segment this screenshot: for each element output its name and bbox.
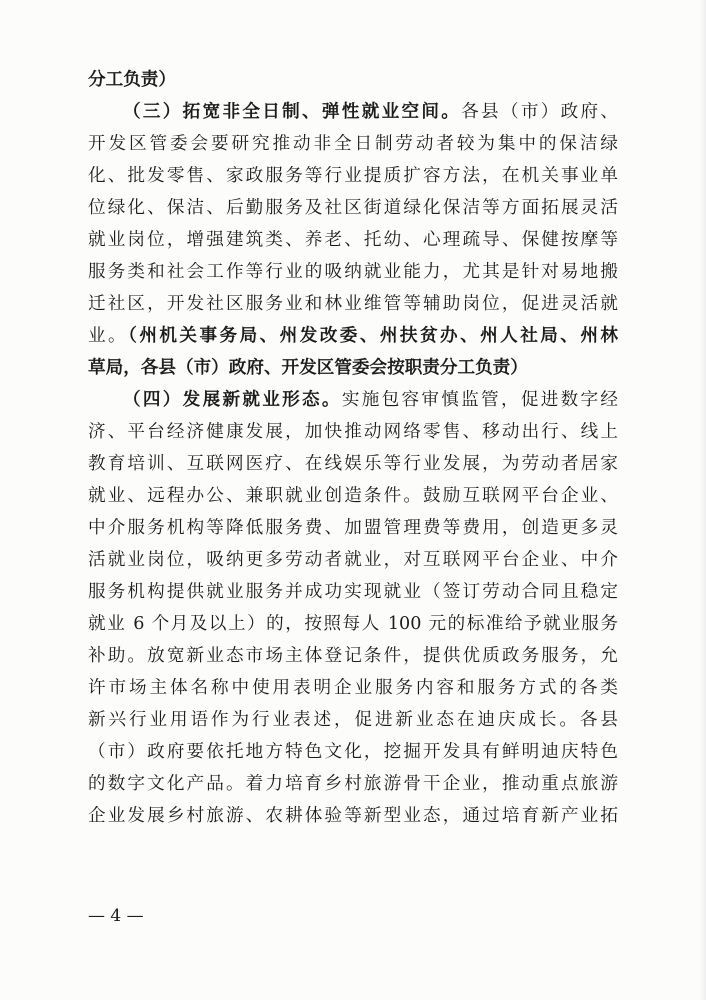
text-line: [88, 704, 618, 736]
text-line: [88, 608, 618, 640]
body-text: 的数字文化产品。着力培育乡村旅游骨干企业，推动重点旅游: [88, 774, 618, 794]
body-text: 开发区管委会要研究推动非全日制劳动者较为集中的保洁绿: [88, 134, 618, 154]
body-text: 企业发展乡村旅游、农耕体验等新型业态，通过培育新产业拓: [88, 806, 618, 826]
body-text: 实施包容审慎监管，促进数字经: [341, 390, 618, 410]
body-text: 各县（市）政府、: [461, 102, 618, 122]
text-line: [88, 416, 618, 448]
text-line: [88, 224, 618, 256]
document-body: [88, 64, 618, 832]
body-text: 迁社区，开发社区服务业和林业维管等辅助岗位，促进灵活就: [88, 294, 618, 314]
body-text: 化、批发零售、家政服务等行业提质扩容方法，在机关事业单: [88, 166, 618, 186]
text-line: [88, 544, 618, 576]
page-number: — 4 —: [88, 906, 144, 926]
body-text: 位绿化、保洁、后勤服务及社区街道绿化保洁等方面拓展灵活: [88, 198, 618, 218]
text-line: [88, 192, 618, 224]
text-line: [88, 128, 618, 160]
text-line: [88, 160, 618, 192]
bold-text: 分工负责）: [88, 70, 176, 90]
body-text: （市）政府要依托地方特色文化，挖掘开发具有鲜明迪庆特色: [88, 742, 618, 762]
body-text: 教育培训、互联网医疗、在线娱乐等行业发展，为劳动者居家: [88, 454, 618, 474]
body-text: 中介服务机构等降低服务费、加盟管理费等费用，创造更多灵: [88, 518, 618, 538]
section-heading-4: （四）发展新就业形态。: [123, 390, 342, 410]
text-line: [88, 672, 618, 704]
body-text: 就业岗位，增强建筑类、养老、托幼、心理疏导、保健按摩等: [88, 230, 618, 250]
paragraph-start-line: [88, 96, 618, 128]
text-line: [88, 448, 618, 480]
body-text: 许市场主体名称中使用表明企业服务内容和服务方式的各类: [88, 678, 618, 698]
body-text: 就业 6 个月及以上）的，按照每人 100 元的标准给予就业服务: [88, 614, 618, 634]
text-line: [88, 64, 618, 96]
body-text: 活就业岗位，吸纳更多劳动者就业，对互联网平台企业、中介: [88, 550, 618, 570]
text-line: [88, 576, 618, 608]
paragraph-start-line: [88, 384, 618, 416]
body-text: 服务类和社会工作等行业的吸纳就业能力，尤其是针对易地搬: [88, 262, 618, 282]
bold-text: 草局，各县（市）政府、开发区管委会按职责分工负责）: [88, 358, 528, 378]
text-line: [88, 480, 618, 512]
text-line: [88, 800, 618, 832]
body-text: 补助。放宽新业态市场主体登记条件，提供优质政务服务，允: [88, 646, 618, 666]
bold-text: （州机关事务局、州发改委、州扶贫办、州人社局、州林: [128, 326, 618, 346]
text-line: [88, 256, 618, 288]
text-line: [88, 288, 618, 320]
text-line: [88, 736, 618, 768]
page-edge-shadow: [700, 0, 706, 1000]
section-heading-3: （三）拓宽非全日制、弹性就业空间。: [123, 102, 462, 122]
text-line: [88, 352, 618, 384]
text-line: [88, 768, 618, 800]
body-text: 就业、远程办公、兼职就业创造条件。鼓励互联网平台企业、: [88, 486, 618, 506]
text-line: [88, 640, 618, 672]
body-text: 新兴行业用语作为行业表述，促进新业态在迪庆成长。各县: [88, 710, 618, 730]
body-text: 业。: [88, 326, 129, 346]
text-line: [88, 512, 618, 544]
text-line: [88, 320, 618, 352]
body-text: 济、平台经济健康发展，加快推动网络零售、移动出行、线上: [88, 422, 618, 442]
body-text: 服务机构提供就业服务并成功实现就业（签订劳动合同且稳定: [88, 582, 618, 602]
